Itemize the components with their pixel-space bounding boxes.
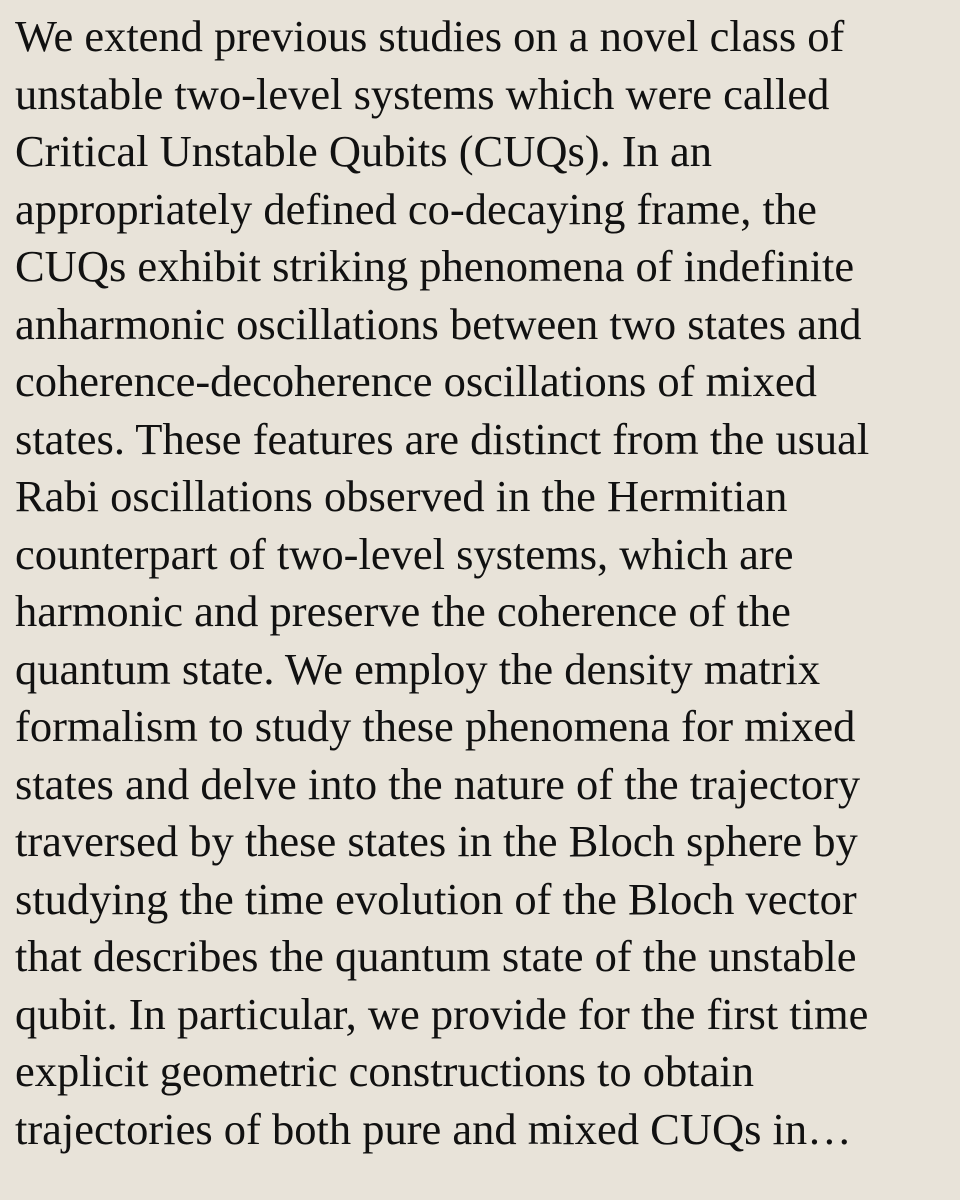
abstract-line-12: quantum state. We employ the density matrix: [15, 643, 821, 694]
abstract-line-1: We extend previous studies on a novel class of: [15, 11, 845, 61]
abstract-line-9: Rabi oscillations observed in the Hermitian: [15, 471, 788, 521]
abstract-line-13: formalism to study these phenomena for mixed: [15, 701, 856, 751]
abstract-line-4: appropriately defined co-decaying frame, the: [15, 183, 817, 234]
abstract-line-8: states. These features are distinct from the usual: [15, 413, 870, 464]
abstract-line-14: states and delve into the nature of the trajectory: [15, 758, 861, 809]
abstract-text: [15, 8, 946, 1158]
abstract-line-15: traversed by these states in the Bloch sphere by: [15, 816, 858, 866]
abstract-line-3: Critical Unstable Qubits (CUQs). In an: [15, 126, 713, 176]
abstract-line-16: studying the time evolution of the Bloch vector: [15, 873, 857, 924]
abstract-line-7: coherence-decoherence oscillations of mixed: [15, 356, 817, 406]
abstract-line-19: explicit geometric constructions to obtain: [15, 1046, 755, 1096]
abstract-line-18: qubit. In particular, we provide for the first time: [15, 988, 869, 1039]
abstract-line-20: trajectories of both pure and mixed CUQs in…: [15, 1103, 852, 1154]
abstract-line-6: anharmonic oscillations between two states and: [15, 298, 862, 349]
abstract-line-10: counterpart of two-level systems, which are: [15, 528, 794, 579]
abstract-line-17: that describes the quantum state of the unstable: [15, 931, 857, 981]
abstract-line-5: CUQs exhibit striking phenomena of indefinite: [15, 241, 855, 291]
abstract-line-11: harmonic and preserve the coherence of the: [15, 586, 791, 636]
abstract-line-2: unstable two-level systems which were called: [15, 68, 830, 119]
